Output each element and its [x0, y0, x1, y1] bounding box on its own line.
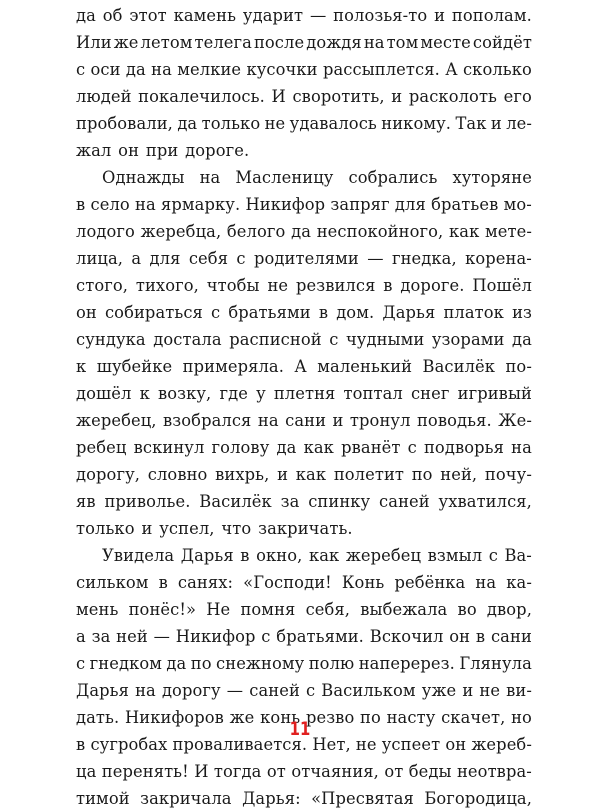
text-line: с оси да на мелкие кусочки рассыплется. А сколько [76, 60, 532, 79]
text-line: лодого жеребца, белого да неспокойного, как мете- [76, 222, 532, 241]
text-line: стого, тихого, чтобы не резвился в дороге. Пошёл [76, 276, 532, 295]
text-line: да об этот камень ударит — полозья-то и пополам. [76, 6, 532, 25]
text-line: лица, а для себя с родителями — гнедка, корена- [76, 249, 532, 268]
text-line: пробовали, да только не удавалось никому. Так и ле- [76, 114, 532, 133]
text-line: жал он при дороге. [76, 141, 250, 160]
text-line: только и успел, что закричать. [76, 519, 353, 538]
text-line: он собираться с братьями в дом. Дарья платок из [76, 303, 532, 322]
text-line: дошёл к возку, где у плетня топтал снег игривый [76, 384, 532, 403]
text-line: сильком в санях: «Господи! Конь ребёнка на ка- [76, 573, 532, 592]
text-line: к шубейке примеряла. А маленький Василёк по- [76, 357, 532, 376]
text-line: с гнедком да по снежному полю наперерез. Глянула [76, 654, 532, 673]
text-line: тимой закричала Дарья: «Пресвятая Богородица, [76, 789, 532, 808]
text-line: в село на ярмарку. Никифор запряг для братьев мо- [76, 195, 532, 214]
text-line: дорогу, словно вихрь, и как полетит по ней, почу- [76, 465, 532, 484]
text-line: мень понёс!» Не помня себя, выбежала во двор, [76, 600, 532, 619]
text-line: а за ней — Никифор с братьями. Вскочил он в сани [76, 627, 532, 646]
text-line: яв приволье. Василёк за спинку саней ухватился, [76, 492, 532, 511]
text-line: в сугробах проваливается. Нет, не успеет он жереб- [76, 735, 532, 754]
text-line: ребец вскинул голову да как рванёт с подворья на [76, 438, 532, 457]
body-text [76, 2, 532, 812]
text-line: ца перенять! И тогда от отчаяния, от беды неотвра- [76, 762, 532, 781]
text-line: Увидела Дарья в окно, как жеребец взмыл с Ва- [102, 546, 532, 565]
text-line: Однажды на Масленицу собрались хуторяне [102, 168, 532, 187]
text-line: Или же летом телега после дождя на том месте сойдёт [76, 33, 532, 52]
text-line: жеребец, взобрался на сани и тронул поводья. Же- [76, 411, 532, 430]
text-line: дать. Никифоров же конь резво по насту скачет, но [76, 708, 532, 727]
page-number: 11 [289, 718, 311, 740]
text-line: Дарья на дорогу — саней с Васильком уже и не ви- [76, 681, 532, 700]
text-line: людей покалечилось. И своротить, и расколоть его [76, 87, 532, 106]
text-line: сундука достала расписной с чудными узорами да [76, 330, 532, 349]
